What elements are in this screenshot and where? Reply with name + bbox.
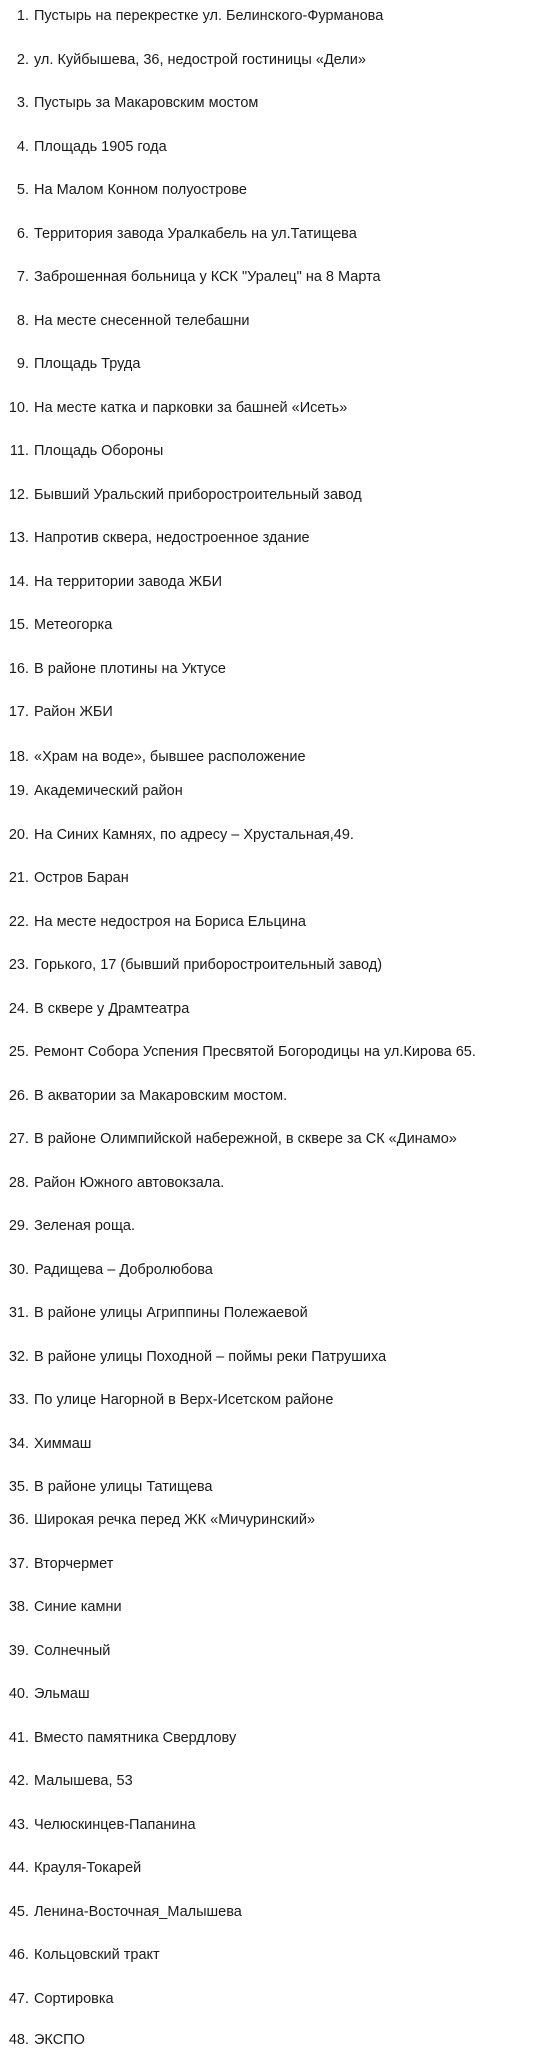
list-item-number: 47.	[8, 1991, 29, 2007]
list-item-number: 8.	[16, 313, 29, 329]
list-item-number: 3.	[16, 95, 29, 111]
list-item-number: 48.	[8, 2032, 29, 2048]
list-item	[0, 1771, 540, 1791]
list-item-number: 10.	[8, 400, 29, 416]
list-item	[0, 912, 540, 932]
list-item	[0, 1945, 540, 1965]
list-item-number: 19.	[8, 783, 29, 799]
list-item-number: 15.	[8, 617, 29, 633]
list-item-text: Кольцовский тракт	[34, 1947, 160, 1963]
list-item	[0, 747, 540, 767]
list-item	[0, 702, 540, 722]
list-item	[0, 1858, 540, 1878]
list-item-text: Площадь 1905 года	[34, 139, 167, 155]
list-item-number: 26.	[8, 1088, 29, 1104]
list-item	[0, 6, 540, 26]
list-item-number: 5.	[16, 182, 29, 198]
list-item-number: 30.	[8, 1262, 29, 1278]
list-item-number: 33.	[8, 1392, 29, 1408]
list-item	[0, 572, 540, 592]
list-item	[0, 1260, 540, 1280]
list-item-number: 21.	[8, 870, 29, 886]
list-item-number: 2.	[16, 52, 29, 68]
list-item-text: По улице Нагорной в Верх-Исетском районе	[34, 1392, 334, 1408]
list-item	[0, 1303, 540, 1323]
list-item-text: Заброшенная больница у КСК "Уралец" на 8 Марта	[34, 269, 381, 285]
list-item-text: «Храм на воде», бывшее расположение	[34, 749, 306, 765]
list-item-text: Широкая речка перед ЖК «Мичуринский»	[34, 1512, 316, 1528]
list-item-text: Метеогорка	[34, 617, 113, 633]
list-item	[0, 1216, 540, 1236]
list-item-text: Эльмаш	[34, 1686, 90, 1702]
list-item	[0, 137, 540, 157]
list-item	[0, 1989, 540, 2009]
list-item-text: Ремонт Собора Успения Пресвятой Богородицы на ул.Кирова 65.	[34, 1044, 476, 1060]
list-item-text: Вместо памятника Свердлову	[34, 1730, 237, 1746]
list-item	[0, 528, 540, 548]
list-item-number: 29.	[8, 1218, 29, 1234]
list-item-number: 45.	[8, 1904, 29, 1920]
list-item-text: Площадь Труда	[34, 356, 141, 372]
list-item-number: 43.	[8, 1817, 29, 1833]
list-item-text: В сквере у Драмтеатра	[34, 1001, 190, 1017]
list-item-number: 14.	[8, 574, 29, 590]
list-item-number: 41.	[8, 1730, 29, 1746]
list-item	[0, 1684, 540, 1704]
list-item	[0, 1815, 540, 1835]
list-item-text: В районе улицы Агриппины Полежаевой	[34, 1305, 308, 1321]
list-item	[0, 955, 540, 975]
list-item-number: 24.	[8, 1001, 29, 1017]
list-item	[0, 999, 540, 1019]
list-item	[0, 659, 540, 679]
list-item-text: На месте недостроя на Бориса Ельцина	[34, 914, 306, 930]
list-item	[0, 825, 540, 845]
list-item-text: В районе Олимпийской набережной, в сквере за СК «Динамо»	[34, 1131, 457, 1147]
list-item-number: 25.	[8, 1044, 29, 1060]
list-item	[0, 1434, 540, 1454]
list-item	[0, 1347, 540, 1367]
list-item-number: 34.	[8, 1436, 29, 1452]
list-item-text: На месте снесенной телебашни	[34, 313, 250, 329]
list-item-number: 18.	[8, 749, 29, 765]
list-item-number: 22.	[8, 914, 29, 930]
list-item	[0, 224, 540, 244]
list-item-number: 36.	[8, 1512, 29, 1528]
list-item-number: 9.	[16, 356, 29, 372]
list-item-text: В районе плотины на Уктусе	[34, 661, 226, 677]
list-item-text: На Малом Конном полуострове	[34, 182, 247, 198]
list-item-text: ул. Куйбышева, 36, недострой гостиницы «Дели»	[34, 52, 366, 68]
list-item-text: Вторчермет	[34, 1556, 114, 1572]
list-item-number: 20.	[8, 827, 29, 843]
list-item-number: 16.	[8, 661, 29, 677]
list-item	[0, 311, 540, 331]
list-item-number: 42.	[8, 1773, 29, 1789]
list-item	[0, 1129, 540, 1149]
list-item-text: Площадь Обороны	[34, 443, 164, 459]
list-item-text: Химмаш	[34, 1436, 92, 1452]
list-item	[0, 1728, 540, 1748]
list-item	[0, 868, 540, 888]
list-item-number: 35.	[8, 1479, 29, 1495]
list-item-text: Остров Баран	[34, 870, 129, 886]
list-item-number: 46.	[8, 1947, 29, 1963]
list-item-text: Сортировка	[34, 1991, 114, 2007]
list-item-text: На месте катка и парковки за башней «Исеть»	[34, 400, 348, 416]
list-item	[0, 2030, 540, 2050]
list-item	[0, 50, 540, 70]
list-item-number: 13.	[8, 530, 29, 546]
list-item	[0, 1597, 540, 1617]
list-item-number: 6.	[16, 226, 29, 242]
list-item	[0, 267, 540, 287]
list-item-number: 27.	[8, 1131, 29, 1147]
list-item	[0, 1390, 540, 1410]
list-item	[0, 93, 540, 113]
list-item-number: 17.	[8, 704, 29, 720]
list-item-text: В акватории за Макаровским мостом.	[34, 1088, 288, 1104]
list-item-number: 7.	[16, 269, 29, 285]
list-item	[0, 781, 540, 801]
list-item-text: Пустырь за Макаровским мостом	[34, 95, 259, 111]
list-item	[0, 1477, 540, 1497]
list-item	[0, 1510, 540, 1530]
list-item-number: 32.	[8, 1349, 29, 1365]
list-item-number: 40.	[8, 1686, 29, 1702]
list-item	[0, 354, 540, 374]
list-item-text: В районе улицы Походной – поймы реки Патрушиха	[34, 1349, 387, 1365]
list-item-text: Крауля-Токарей	[34, 1860, 142, 1876]
list-item-text: На Синих Камнях, по адресу – Хрустальная,49.	[34, 827, 354, 843]
list-item-text: ЭКСПО	[34, 2032, 85, 2048]
list-item-number: 1.	[16, 8, 29, 24]
list-item-number: 4.	[16, 139, 29, 155]
list-item	[0, 1641, 540, 1661]
list-item-number: 37.	[8, 1556, 29, 1572]
list-item	[0, 615, 540, 635]
list-item	[0, 1902, 540, 1922]
list-item	[0, 441, 540, 461]
list-item-text: Территория завода Уралкабель на ул.Татищева	[34, 226, 357, 242]
list-item	[0, 1042, 540, 1062]
list-item-number: 11.	[9, 443, 29, 459]
list-item-text: Пустырь на перекрестке ул. Белинского-Фурманова	[34, 8, 384, 24]
list-item-number: 38.	[8, 1599, 29, 1615]
list-item	[0, 1173, 540, 1193]
list-item-text: Горького, 17 (бывший приборостроительный завод)	[34, 957, 383, 973]
list-item-text: Бывший Уральский приборостроительный завод	[34, 487, 362, 503]
list-item-number: 31.	[8, 1305, 29, 1321]
list-item-number: 39.	[8, 1643, 29, 1659]
list-item-text: Академический район	[34, 783, 183, 799]
list-item	[0, 1554, 540, 1574]
list-item-text: В районе улицы Татищева	[34, 1479, 213, 1495]
list-item	[0, 180, 540, 200]
list-item-text: Малышева, 53	[34, 1773, 133, 1789]
list-item-text: Напротив сквера, недостроенное здание	[34, 530, 310, 546]
list-item-text: На территории завода ЖБИ	[34, 574, 223, 590]
list-item-text: Зеленая роща.	[34, 1218, 135, 1234]
list-item-number: 44.	[8, 1860, 29, 1876]
list-item	[0, 398, 540, 418]
list-item-number: 28.	[8, 1175, 29, 1191]
list-item	[0, 1086, 540, 1106]
list-item-text: Ленина-Восточная_Малышева	[34, 1904, 242, 1920]
list-item-text: Район Южного автовокзала.	[34, 1175, 225, 1191]
list-item-text: Радищева – Добролюбова	[34, 1262, 213, 1278]
list-item	[0, 485, 540, 505]
list-item-number: 12.	[8, 487, 29, 503]
list-item-text: Синие камни	[34, 1599, 122, 1615]
list-item-number: 23.	[8, 957, 29, 973]
list-item-text: Солнечный	[34, 1643, 111, 1659]
list-item-text: Челюскинцев-Папанина	[34, 1817, 196, 1833]
list-item-text: Район ЖБИ	[34, 704, 113, 720]
